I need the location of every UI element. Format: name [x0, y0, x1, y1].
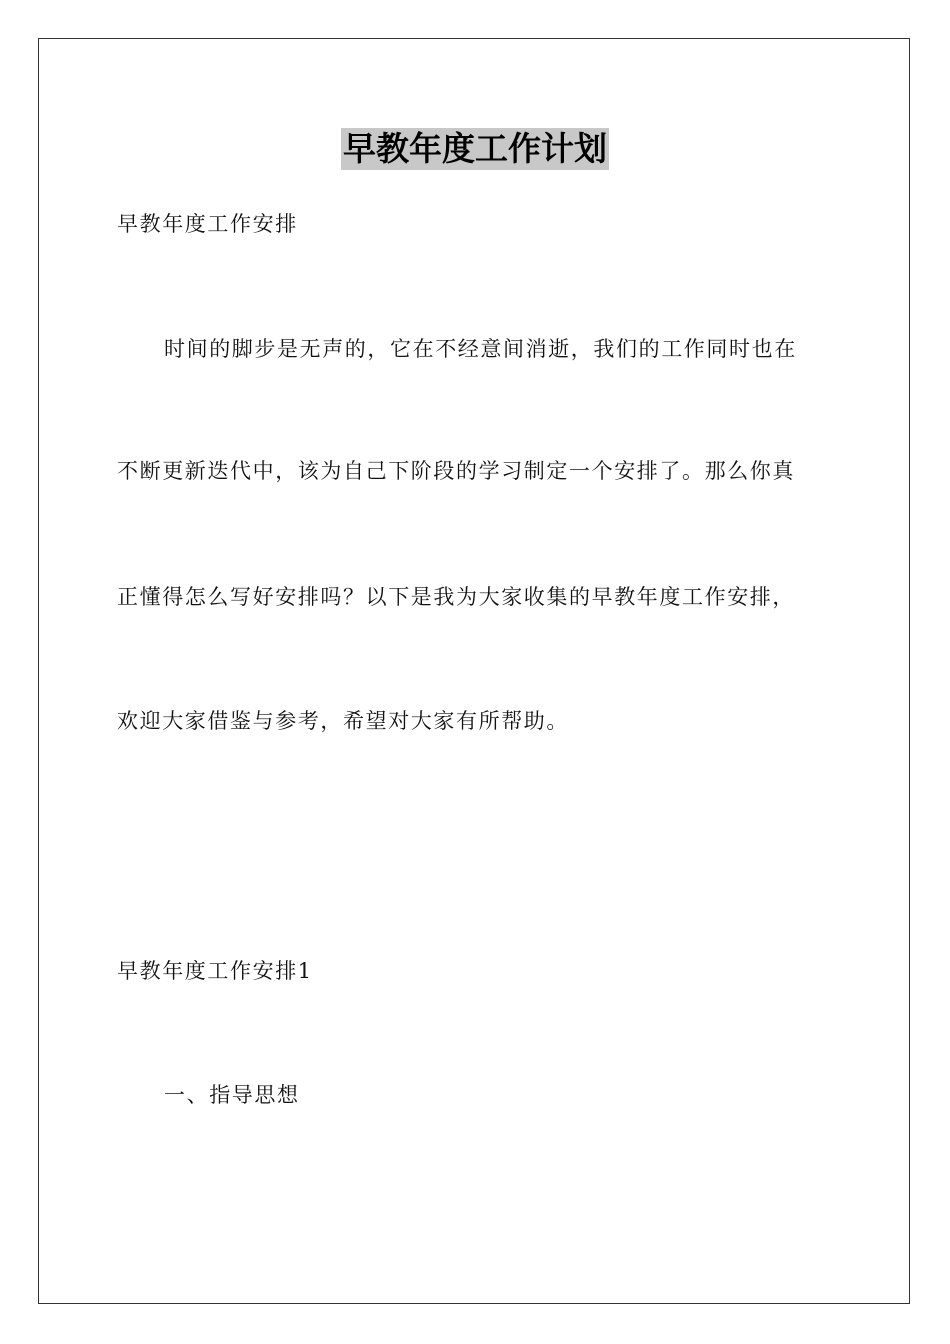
document-title: 早教年度工作计划 [343, 129, 607, 168]
intro-line-1: 时间的脚步是无声的，它在不经意间消逝，我们的工作同时也在 [164, 337, 797, 361]
section-item: 一、指导思想 [164, 1083, 300, 1107]
intro-line-4: 欢迎大家借鉴与参考，希望对大家有所帮助。 [117, 709, 569, 733]
section-heading: 早教年度工作安排1 [117, 959, 313, 983]
document-subtitle: 早教年度工作安排 [117, 212, 298, 236]
intro-line-2: 不断更新迭代中，该为自己下阶段的学习制定一个安排了。那么你真 [117, 459, 795, 483]
intro-line-3: 正懂得怎么写好安排吗？以下是我为大家收集的早教年度工作安排， [117, 585, 795, 609]
title-container [0, 128, 950, 170]
